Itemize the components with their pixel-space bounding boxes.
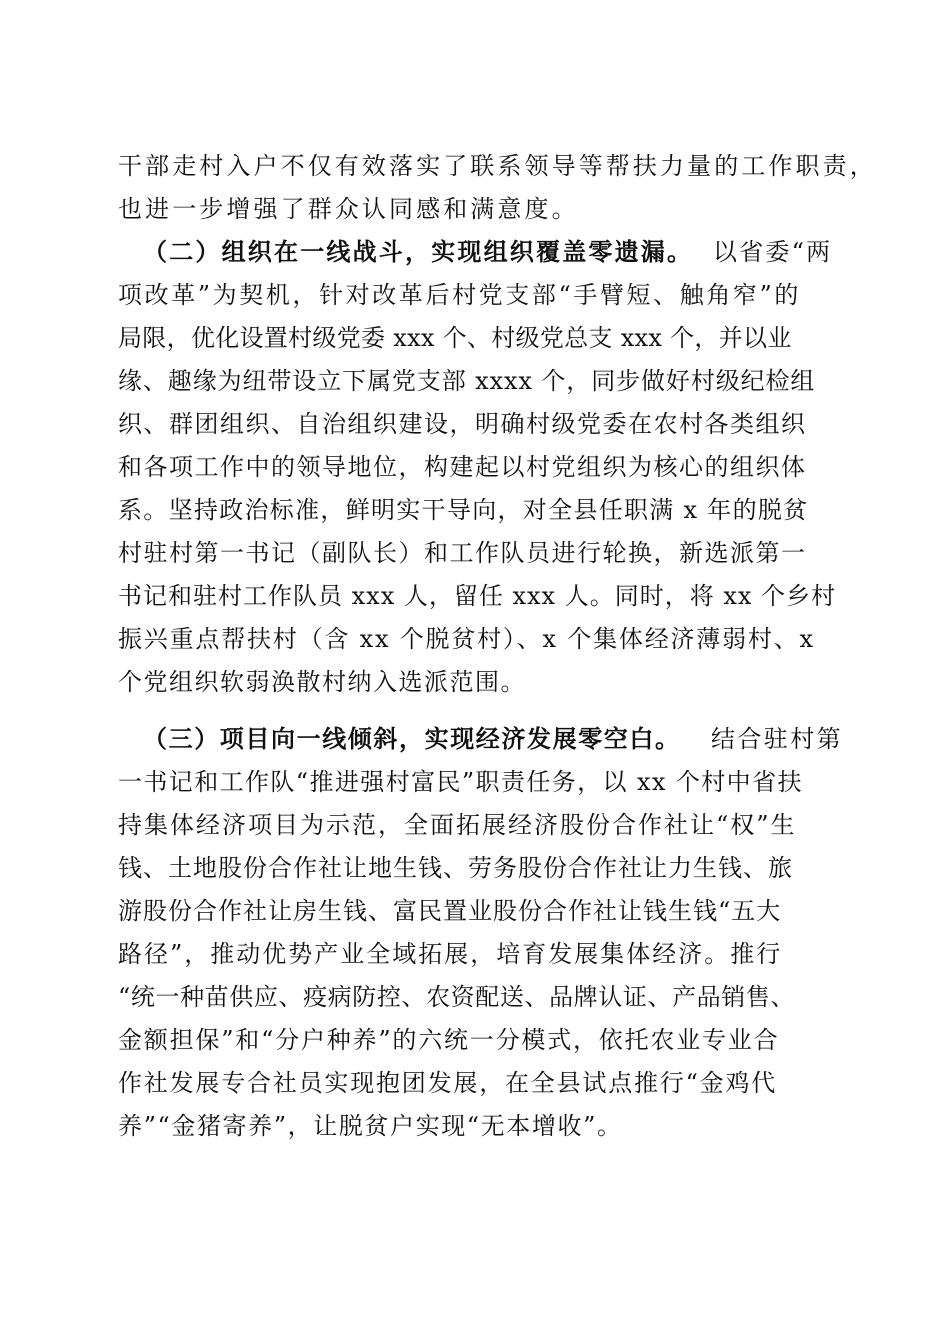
paragraph-2-line-1	[0, 232, 950, 272]
paragraph-2-line-3	[0, 318, 950, 358]
paragraph-1-line-2	[0, 189, 950, 229]
line-text: 干部走村入户不仅有效落实了联系领导等帮扶力量的工作职责，	[118, 152, 877, 180]
line-text: 游股份合作社让房生钱、富民置业股份合作社让钱生钱“五大	[118, 897, 782, 925]
line-text: 持集体经济项目为示范，全面拓展经济股份合作社让“权”生	[118, 811, 797, 839]
line-text: 结合驻村第	[711, 725, 843, 753]
line-text: 路径”，推动优势产业全域拓展，培育发展集体经济。推行	[118, 940, 783, 968]
line-text: “统一种苗供应、疫病防控、农资配送、品牌认证、产品销售、	[118, 983, 796, 1011]
paragraph-3-line-7	[0, 977, 950, 1017]
paragraph-3-line-1	[0, 719, 950, 759]
paragraph-2-line-5	[0, 404, 950, 444]
section-heading: （三）项目向一线倾斜，实现经济发展零空白。	[143, 724, 681, 753]
line-text: 局限，优化设置村级党委 xxx 个、村级党总支 xxx 个，并以业	[118, 324, 792, 352]
line-text: 以省委“两	[713, 238, 833, 266]
paragraph-2-line-4	[0, 361, 950, 401]
line-text: 也进一步增强了群众认同感和满意度。	[118, 195, 579, 223]
line-text: 项改革”为契机，针对改革后村党支部“手臂短、触角窄”的	[118, 281, 802, 309]
paragraph-3-line-9	[0, 1063, 950, 1103]
paragraph-3-line-6	[0, 934, 950, 974]
line-text: 织、群团组织、自治组织建设，明确村级党委在农村各类组织	[118, 410, 807, 438]
line-text: 村驻村第一书记（副队长）和工作队员进行轮换，新选派第一	[118, 539, 807, 567]
paragraph-2-line-2	[0, 275, 950, 315]
line-text: 作社发展专合社员实现抱团发展，在全县试点推行“金鸡代	[118, 1069, 778, 1097]
line-text: 养”“金猪寄养”，让脱贫户实现“无本增收”。	[118, 1112, 623, 1140]
paragraph-2-line-8	[0, 533, 950, 573]
paragraph-3-line-4	[0, 848, 950, 888]
paragraph-3-line-10	[0, 1106, 950, 1146]
paragraph-2-line-9	[0, 576, 950, 616]
line-text: 一书记和工作队“推进强村富民”职责任务，以 xx 个村中省扶	[118, 768, 803, 796]
paragraph-3-line-2	[0, 762, 950, 802]
paragraph-2-line-6	[0, 447, 950, 487]
line-text: 金额担保”和“分户种养”的六统一分模式，依托农业专业合	[118, 1026, 780, 1054]
paragraph-2-line-7	[0, 490, 950, 530]
paragraph-3-line-5	[0, 891, 950, 931]
line-text: 个党组织软弱涣散村纳入选派范围。	[118, 668, 526, 696]
paragraph-2-line-11	[0, 662, 950, 702]
line-text: 系。坚持政治标准，鲜明实干导向，对全县任职满 x 年的脱贫	[118, 496, 809, 524]
paragraph-2-line-10	[0, 619, 950, 659]
section-heading: （二）组织在一线战斗，实现组织覆盖零遗漏。	[143, 237, 694, 266]
line-text: 钱、土地股份合作社让地生钱、劳务股份合作社让力生钱、旅	[118, 854, 793, 882]
paragraph-3-line-8	[0, 1020, 950, 1060]
line-text: 和各项工作中的领导地位，构建起以村党组织为核心的组织体	[118, 453, 807, 481]
paragraph-3-line-3	[0, 805, 950, 845]
line-text: 书记和驻村工作队员 xxx 人，留任 xxx 人。同时，将 xx 个乡村	[118, 582, 837, 610]
line-text: 缘、趣缘为纽带设立下属党支部 xxxx 个，同步做好村级纪检组	[118, 367, 816, 395]
line-text: 振兴重点帮扶村（含 xx 个脱贫村）、x 个集体经济薄弱村、x	[118, 625, 815, 653]
paragraph-1-line-1	[0, 146, 950, 186]
